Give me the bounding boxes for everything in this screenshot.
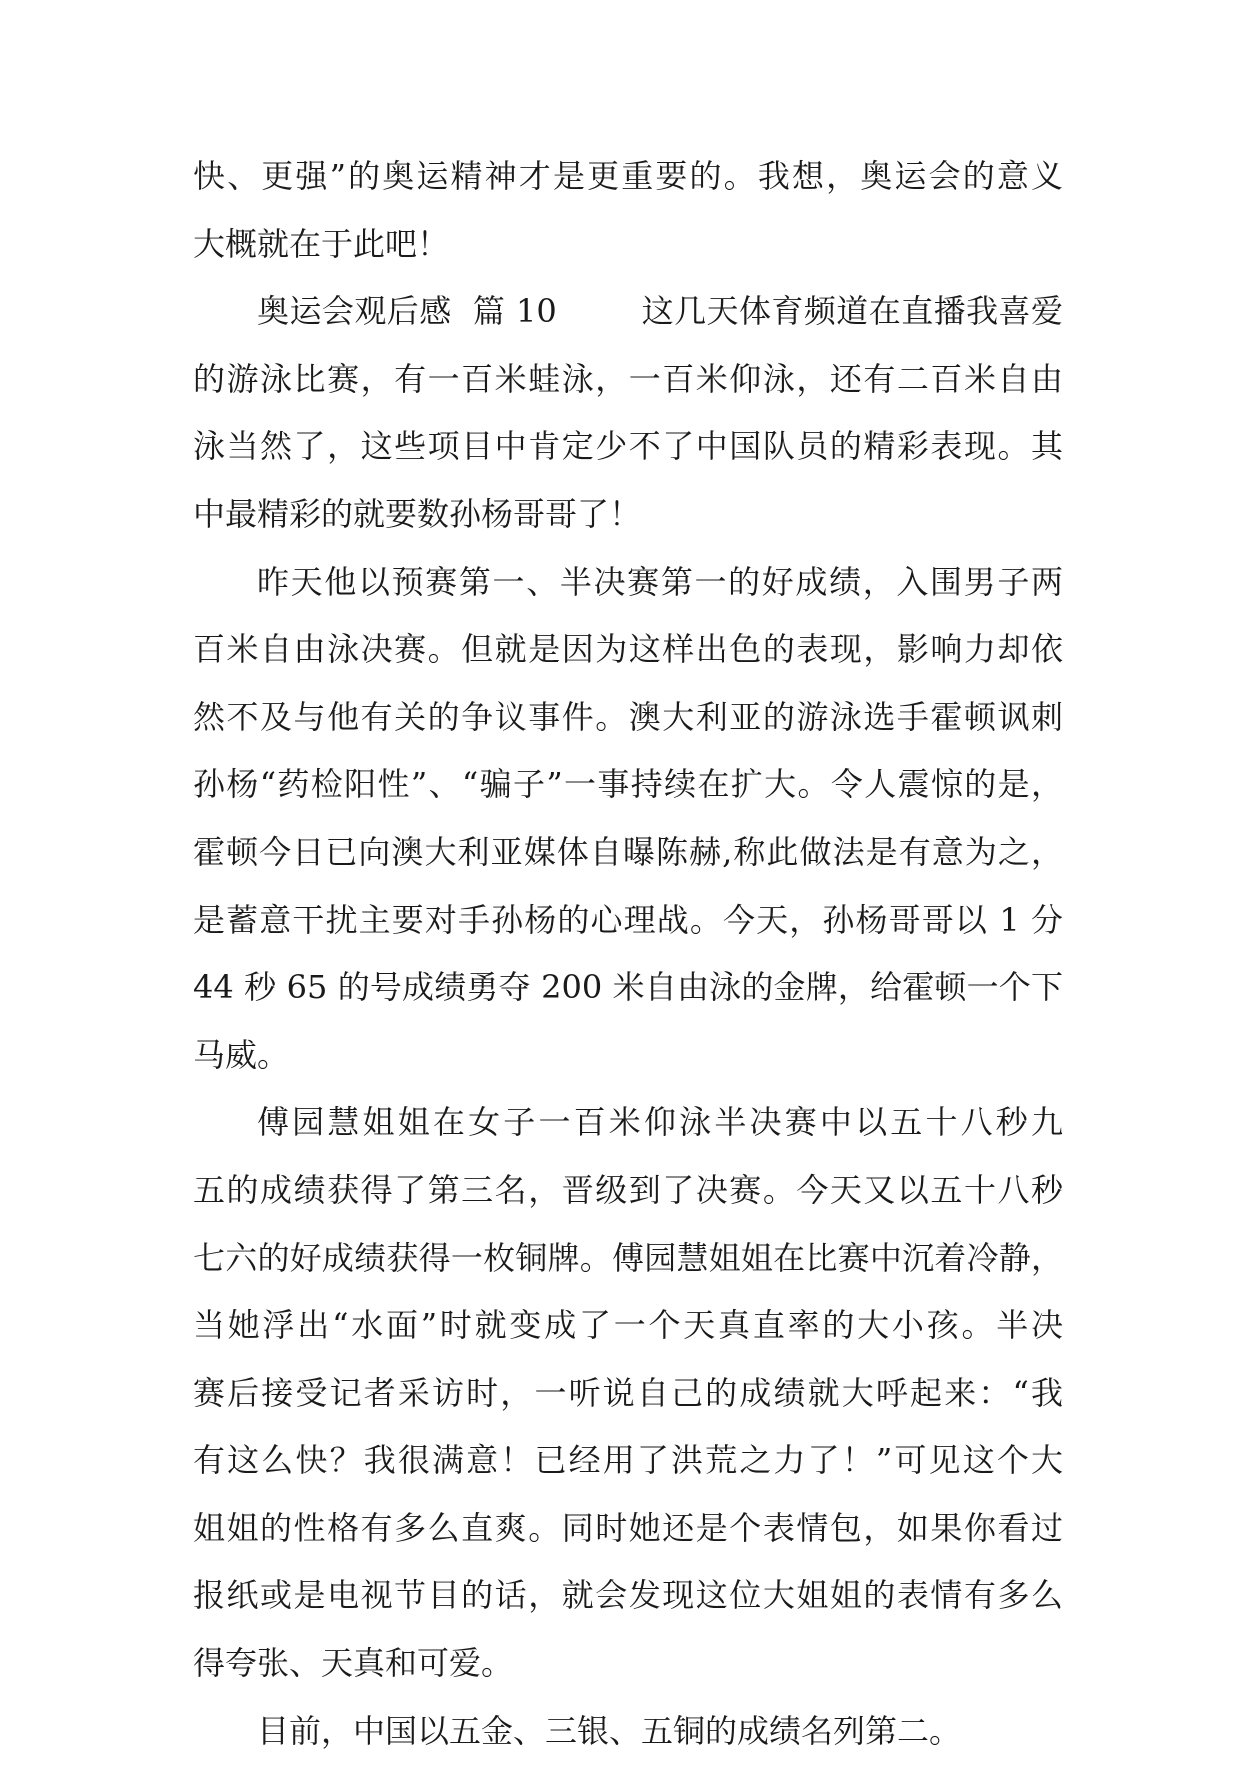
text-line: 目前，中国以五金、三银、五铜的成绩名列第二。 — [257, 1711, 962, 1750]
text-line: 快、更强”的奥运精神才是更重要的。我想，奥运会的意义 — [193, 157, 1063, 195]
text-line: 有这么快？我很满意！已经用了洪荒之力了！”可见这个大 — [193, 1441, 1063, 1480]
paragraph — [193, 143, 1063, 278]
text-line: 泳当然了，这些项目中肯定少不了中国队员的精彩表现。其 — [193, 427, 1063, 466]
paragraph — [193, 549, 1063, 1090]
text-line: 赛后接受记者采访时，一听说自己的成绩就大呼起来：“我 — [193, 1373, 1063, 1412]
text-line: 马威。 — [193, 1035, 290, 1074]
document-body — [193, 143, 1063, 1765]
text-line: 报纸或是电视节目的话，就会发现这位大姐姐的表情有多么 — [193, 1576, 1063, 1615]
text-line: 44 秒 65 的号成绩勇夺 200 米自由泳的金牌，给霍顿一个下 — [193, 968, 1063, 1007]
text-line: 然不及与他有关的争议事件。澳大利亚的游泳选手霍顿讽刺 — [193, 697, 1063, 736]
text-line: 得夸张、天真和可爱。 — [193, 1644, 514, 1683]
text-line: 姐姐的性格有多么直爽。同时她还是个表情包，如果你看过 — [193, 1508, 1063, 1547]
text-line: 的游泳比赛，有一百米蛙泳，一百米仰泳，还有二百米自由 — [193, 359, 1063, 398]
paragraph — [193, 1698, 1063, 1765]
text-line: 奥运会观后感 篇 10 这几天体育频道在直播我喜爱 — [257, 292, 1063, 331]
text-line: 孙杨“药检阳性”、“骗子”一事持续在扩大。令人震惊的是， — [193, 765, 1063, 804]
text-line: 当她浮出“水面”时就变成了一个天真直率的大小孩。半决 — [193, 1306, 1063, 1345]
text-line: 是蓄意干扰主要对手孙杨的心理战。今天，孙杨哥哥以 1 分 — [193, 900, 1063, 939]
paragraph — [193, 278, 1063, 548]
text-line: 中最精彩的就要数孙杨哥哥了！ — [193, 494, 642, 533]
paragraph — [193, 1089, 1063, 1697]
text-line: 昨天他以预赛第一、半决赛第一的好成绩，入围男子两 — [257, 562, 1063, 601]
text-line: 七六的好成绩获得一枚铜牌。傅园慧姐姐在比赛中沉着冷静， — [193, 1238, 1063, 1277]
text-line: 百米自由泳决赛。但就是因为这样出色的表现，影响力却依 — [193, 630, 1063, 669]
text-line: 傅园慧姐姐在女子一百米仰泳半决赛中以五十八秒九 — [257, 1103, 1063, 1142]
text-line: 五的成绩获得了第三名，晋级到了决赛。今天又以五十八秒 — [193, 1170, 1063, 1209]
text-line: 霍顿今日已向澳大利亚媒体自曝陈赫,称此做法是有意为之， — [193, 832, 1063, 871]
text-line: 大概就在于此吧！ — [193, 224, 450, 263]
